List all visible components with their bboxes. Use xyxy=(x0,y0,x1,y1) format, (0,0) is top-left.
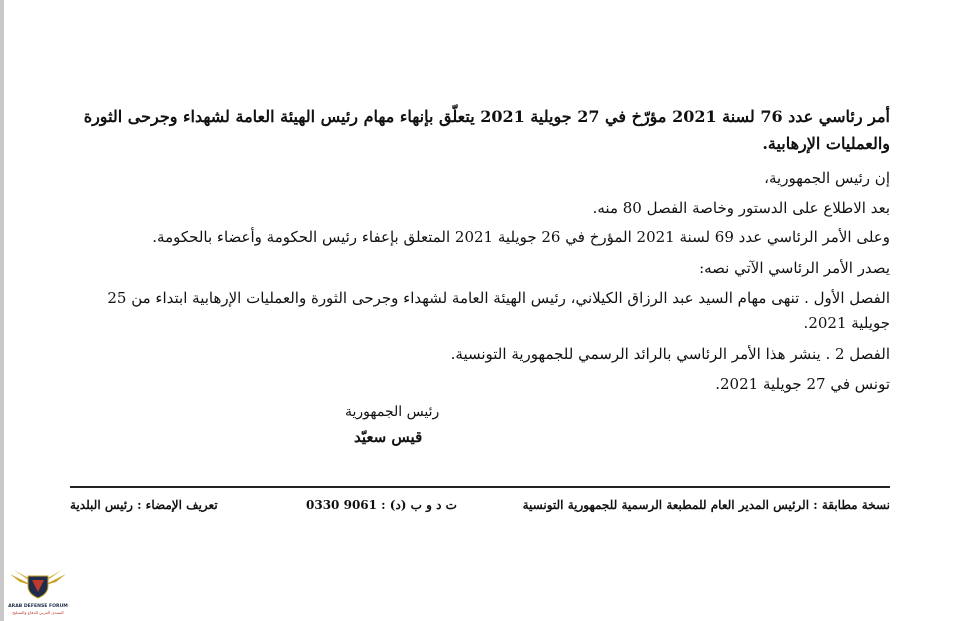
article-1-line-2: جويلية 2021. xyxy=(803,314,890,332)
watermark-subtitle: المنتدى العربي للدفاع والتسليح xyxy=(12,610,64,615)
forum-emblem-icon xyxy=(6,560,70,618)
decree-title-line-2: والعمليات الإرهابية. xyxy=(762,134,890,153)
decree-title-line-1: أمر رئاسي عدد 76 لسنة 2021 مؤرّخ في 27 جويلية 2021 يتعلّق بإنهاء مهام رئيس الهيئة العامة لشهداء وجرحى الثورة xyxy=(83,107,890,126)
place-and-date: تونس في 27 جويلية 2021. xyxy=(715,375,890,393)
footer-certified-copy: نسخة مطابقة : الرئيس المدير العام للمطبعة الرسمية للجمهورية التونسية xyxy=(522,498,890,512)
reference-constitution: بعد الاطلاع على الدستور وخاصة الفصل 80 منه. xyxy=(592,199,890,217)
signature-title: رئيس الجمهورية xyxy=(345,404,440,420)
reference-decree-69: وعلى الأمر الرئاسي عدد 69 لسنة 2021 المؤرخ في 26 جويلية 2021 المتعلق بإعفاء رئيس الحكومة وأعضاء بالحكومة. xyxy=(152,228,890,246)
article-1-line-1: الفصل الأول . تنهى مهام السيد عبد الرزاق الكيلاني، رئيس الهيئة العامة لشهداء وجرحى الثورة والعمليات الإرهابية ابتداء من 25 xyxy=(107,289,890,307)
decree-intro: يصدر الأمر الرئاسي الآتي نصه: xyxy=(699,259,890,277)
watermark-brand: ARAB DEFENSE FORUM xyxy=(8,604,68,609)
opening-line: إن رئيس الجمهورية، xyxy=(764,169,890,187)
article-2: الفصل 2 . ينشر هذا الأمر الرئاسي بالرائد الرسمي للجمهورية التونسية. xyxy=(450,345,890,363)
footer-reference-code: ت د و ب (د) : 9061 0330 xyxy=(306,498,457,512)
signature-name: قيس سعيّد xyxy=(354,428,423,446)
footer-divider xyxy=(70,486,890,488)
arab-defense-forum-watermark xyxy=(6,560,70,618)
footer-signature-authentication: تعريف الإمضاء : رئيس البلدية xyxy=(70,498,218,512)
